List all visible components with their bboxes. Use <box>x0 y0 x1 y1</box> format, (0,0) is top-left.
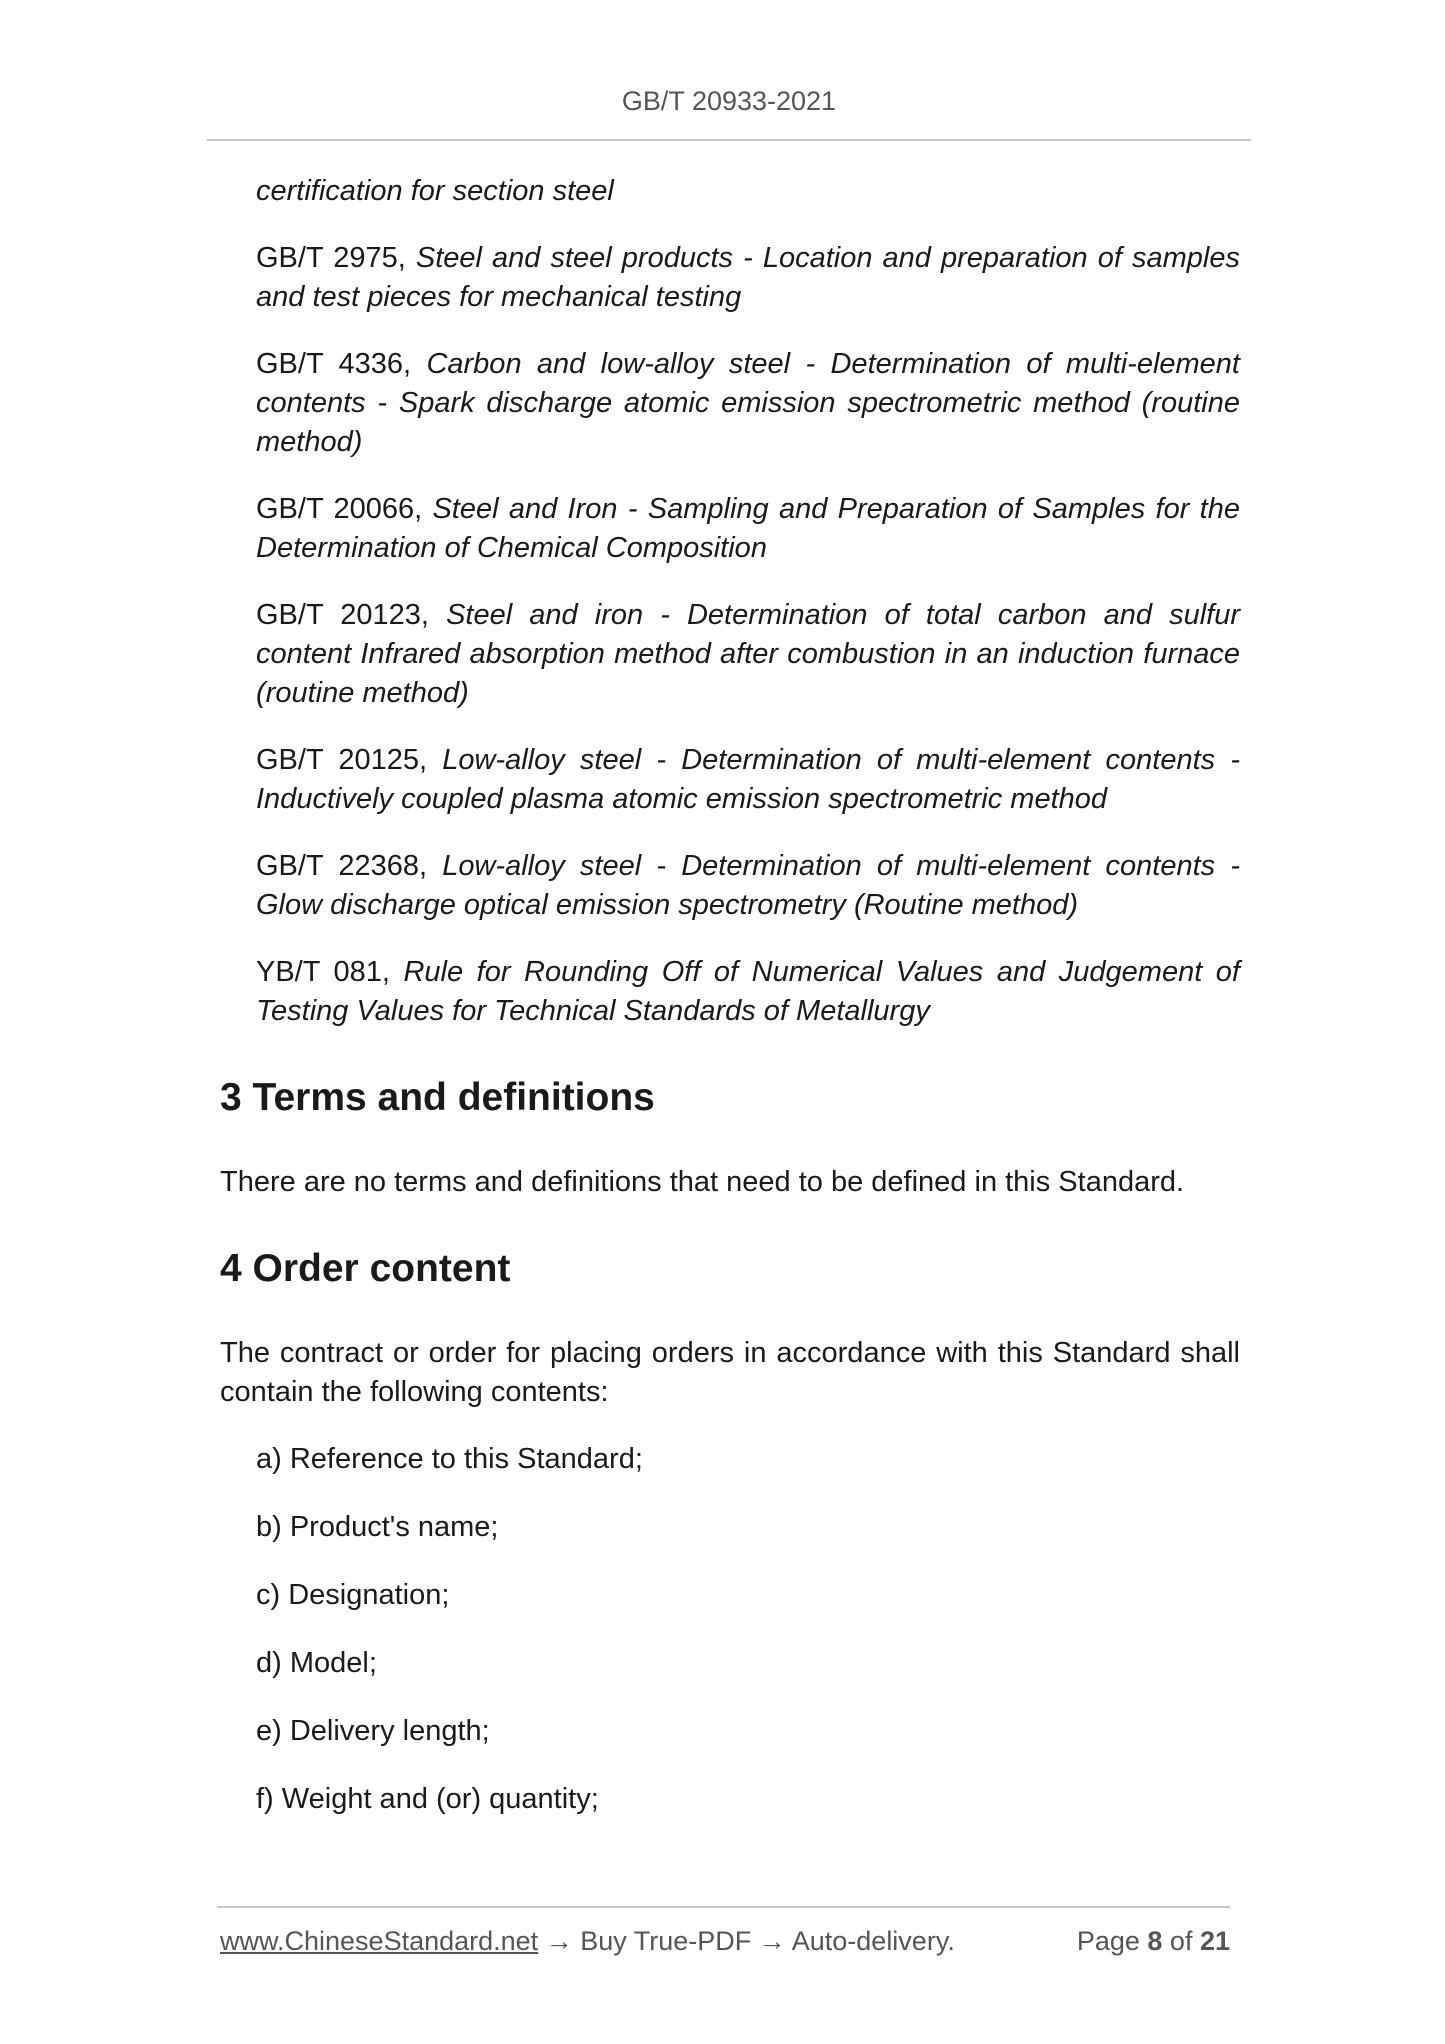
reference-title: Steel and steel products - Location and preparation of samples and test pieces for mechanical testing <box>256 242 1240 313</box>
reference-item <box>256 345 1240 462</box>
reference-item <box>256 741 1240 819</box>
reference-item <box>256 596 1240 713</box>
list-item: c) Designation; <box>256 1579 450 1611</box>
reference-title: Low-alloy steel - Determination of multi-element contents - Glow discharge optical emission spectrometry (Routine method) <box>256 850 1240 921</box>
list-item: d) Model; <box>256 1647 377 1679</box>
list-item: f) Weight and (or) quantity; <box>256 1783 599 1815</box>
reference-item <box>256 172 1240 211</box>
page-footer <box>220 1926 1230 1957</box>
website-link[interactable]: www.ChineseStandard.net <box>220 1926 539 1956</box>
list-item: e) Delivery length; <box>256 1715 490 1747</box>
reference-title: Carbon and low-alloy steel - Determination of multi-element contents - Spark discharge atomic emission spectrometric method (routine method) <box>256 348 1240 458</box>
reference-title: Low-alloy steel - Determination of multi-element contents - Inductively coupled plasma atomic emission spectrometric method <box>256 744 1240 815</box>
document-body <box>220 172 1240 1848</box>
section-3-text: There are no terms and definitions that need to be defined in this Standard. <box>220 1166 1185 1198</box>
section-4-intro: The contract or order for placing orders in accordance with this Standard shall contain the following contents: <box>220 1337 1240 1408</box>
reference-title: Steel and iron - Determination of total carbon and sulfur content Infrared absorption method after combustion in an induction furnace (routine method) <box>256 599 1240 709</box>
reference-code: GB/T 4336, <box>256 348 427 380</box>
section-4-heading: 4 Order content <box>220 1247 511 1290</box>
page-of-label: of <box>1162 1926 1200 1956</box>
page-current: 8 <box>1147 1926 1163 1956</box>
reference-code: YB/T 081, <box>256 956 404 988</box>
footer-promo <box>220 1926 955 1957</box>
reference-title: Steel and Iron - Sampling and Preparation of Samples for the Determination of Chemical Composition <box>256 493 1240 564</box>
page-label: Page <box>1076 1926 1148 1956</box>
reference-code: GB/T 20123, <box>256 599 447 631</box>
reference-code: GB/T 20125, <box>256 744 443 776</box>
reference-code: GB/T 22368, <box>256 850 443 882</box>
reference-item <box>256 490 1240 568</box>
page-header: GB/T 20933-2021 <box>621 86 837 116</box>
footer-promo-text: → Buy True-PDF → Auto-delivery. <box>538 1926 955 1956</box>
list-item: b) Product's name; <box>256 1511 499 1543</box>
reference-code: GB/T 20066, <box>256 493 433 525</box>
page-total: 21 <box>1199 1926 1230 1956</box>
reference-item <box>256 239 1240 317</box>
header-divider <box>207 139 1251 141</box>
reference-item <box>256 847 1240 925</box>
reference-title: Rule for Rounding Off of Numerical Values and Judgement of Testing Values for Technical Standards of Metallurgy <box>256 956 1240 1027</box>
footer-divider <box>217 1906 1230 1908</box>
section-3-heading: 3 Terms and definitions <box>220 1076 655 1119</box>
reference-title: certification for section steel <box>256 175 614 207</box>
reference-item <box>256 953 1240 1031</box>
page-number <box>1077 1926 1230 1957</box>
reference-code: GB/T 2975, <box>256 242 416 274</box>
list-item: a) Reference to this Standard; <box>256 1443 643 1475</box>
